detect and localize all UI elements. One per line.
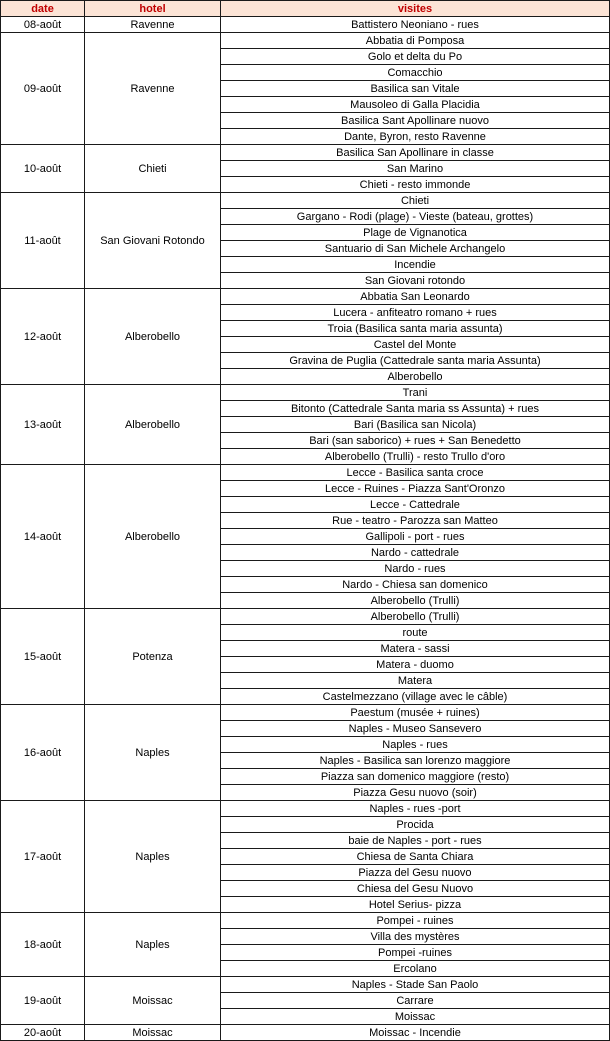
hotel-cell[interactable]: Alberobello [85, 289, 221, 385]
visit-cell[interactable]: Matera - sassi [221, 641, 610, 657]
visit-cell[interactable]: Trani [221, 385, 610, 401]
visit-cell[interactable]: Abbatia di Pomposa [221, 33, 610, 49]
visit-cell[interactable]: Plage de Vignanotica [221, 225, 610, 241]
table-row [1, 801, 610, 817]
visit-cell[interactable]: Battistero Neoniano - rues [221, 17, 610, 33]
table-row [1, 609, 610, 625]
visit-cell[interactable]: Gallipoli - port - rues [221, 529, 610, 545]
table-row [1, 289, 610, 305]
visit-cell[interactable]: Villa des mystères [221, 929, 610, 945]
date-cell[interactable]: 16-août [1, 705, 85, 801]
visit-cell[interactable]: Lecce - Cattedrale [221, 497, 610, 513]
table-row [1, 977, 610, 993]
visit-cell[interactable]: Naples - Museo Sansevero [221, 721, 610, 737]
visit-cell[interactable]: Basilica San Apollinare in classe [221, 145, 610, 161]
visit-cell[interactable]: Nardo - Chiesa san domenico [221, 577, 610, 593]
visit-cell[interactable]: Piazza del Gesu nuovo [221, 865, 610, 881]
hotel-cell[interactable]: Naples [85, 913, 221, 977]
visit-cell[interactable]: Naples - Stade San Paolo [221, 977, 610, 993]
table-row [1, 145, 610, 161]
visit-cell[interactable]: Nardo - cattedrale [221, 545, 610, 561]
visit-cell[interactable]: Gravina de Puglia (Cattedrale santa maria Assunta) [221, 353, 610, 369]
visit-cell[interactable]: Moissac - Incendie [221, 1025, 610, 1041]
visit-cell[interactable]: Procida [221, 817, 610, 833]
date-cell[interactable]: 11-août [1, 193, 85, 289]
visit-cell[interactable]: Bitonto (Cattedrale Santa maria ss Assunta) + rues [221, 401, 610, 417]
date-cell[interactable]: 18-août [1, 913, 85, 977]
date-cell[interactable]: 15-août [1, 609, 85, 705]
table-body [1, 17, 610, 1041]
date-cell[interactable]: 10-août [1, 145, 85, 193]
visit-cell[interactable]: Mausoleo di Galla Placidia [221, 97, 610, 113]
visit-cell[interactable]: Chieti - resto immonde [221, 177, 610, 193]
visit-cell[interactable]: Pompei - ruines [221, 913, 610, 929]
visit-cell[interactable]: Lecce - Basilica santa croce [221, 465, 610, 481]
date-cell[interactable]: 13-août [1, 385, 85, 465]
visit-cell[interactable]: Chiesa de Santa Chiara [221, 849, 610, 865]
visit-cell[interactable]: Nardo - rues [221, 561, 610, 577]
visit-cell[interactable]: Pompei -ruines [221, 945, 610, 961]
table-row [1, 33, 610, 49]
hotel-cell[interactable]: Naples [85, 801, 221, 913]
visit-cell[interactable]: Basilica Sant Apollinare nuovo [221, 113, 610, 129]
header-row [1, 1, 610, 17]
visit-cell[interactable]: Bari (san saborico) + rues + San Benedetto [221, 433, 610, 449]
table-row [1, 705, 610, 721]
visit-cell[interactable]: Naples - rues [221, 737, 610, 753]
date-cell[interactable]: 14-août [1, 465, 85, 609]
visit-cell[interactable]: Matera [221, 673, 610, 689]
table-row [1, 17, 610, 33]
visit-cell[interactable]: Moissac [221, 1009, 610, 1025]
table-row [1, 913, 610, 929]
visit-cell[interactable]: Castel del Monte [221, 337, 610, 353]
hotel-cell[interactable]: Ravenne [85, 33, 221, 145]
visit-cell[interactable]: Alberobello (Trulli) - resto Trullo d'oro [221, 449, 610, 465]
visit-cell[interactable]: Rue - teatro - Parozza san Matteo [221, 513, 610, 529]
hotel-cell[interactable]: Alberobello [85, 465, 221, 609]
visit-cell[interactable]: Incendie [221, 257, 610, 273]
visit-cell[interactable]: Ercolano [221, 961, 610, 977]
visit-cell[interactable]: Lecce - Ruines - Piazza Sant'Oronzo [221, 481, 610, 497]
date-cell[interactable]: 20-août [1, 1025, 85, 1041]
header-visits[interactable]: visites [221, 1, 610, 17]
hotel-cell[interactable]: Naples [85, 705, 221, 801]
visit-cell[interactable]: Bari (Basilica san Nicola) [221, 417, 610, 433]
visit-cell[interactable]: Alberobello [221, 369, 610, 385]
hotel-cell[interactable]: Potenza [85, 609, 221, 705]
visit-cell[interactable]: Alberobello (Trulli) [221, 593, 610, 609]
hotel-cell[interactable]: Chieti [85, 145, 221, 193]
visit-cell[interactable]: Dante, Byron, resto Ravenne [221, 129, 610, 145]
visit-cell[interactable]: Comacchio [221, 65, 610, 81]
date-cell[interactable]: 19-août [1, 977, 85, 1025]
visit-cell[interactable]: Santuario di San Michele Archangelo [221, 241, 610, 257]
visit-cell[interactable]: Naples - Basilica san lorenzo maggiore [221, 753, 610, 769]
visit-cell[interactable]: Alberobello (Trulli) [221, 609, 610, 625]
table-row [1, 385, 610, 401]
table-row [1, 1025, 610, 1041]
visit-cell[interactable]: baie de Naples - port - rues [221, 833, 610, 849]
date-cell[interactable]: 17-août [1, 801, 85, 913]
hotel-cell[interactable]: Alberobello [85, 385, 221, 465]
hotel-cell[interactable]: San Giovani Rotondo [85, 193, 221, 289]
visit-cell[interactable]: Naples - rues -port [221, 801, 610, 817]
table-row [1, 465, 610, 481]
visit-cell[interactable]: Basilica san Vitale [221, 81, 610, 97]
visit-cell[interactable]: Matera - duomo [221, 657, 610, 673]
date-cell[interactable]: 08-août [1, 17, 85, 33]
visit-cell[interactable]: San Marino [221, 161, 610, 177]
visit-cell[interactable]: Chieti [221, 193, 610, 209]
visit-cell[interactable]: Gargano - Rodi (plage) - Vieste (bateau, grottes) [221, 209, 610, 225]
visit-cell[interactable]: Piazza Gesu nuovo (soir) [221, 785, 610, 801]
visit-cell[interactable]: Chiesa del Gesu Nuovo [221, 881, 610, 897]
visit-cell[interactable]: Paestum (musée + ruines) [221, 705, 610, 721]
visit-cell[interactable]: route [221, 625, 610, 641]
visit-cell[interactable]: Piazza san domenico maggiore (resto) [221, 769, 610, 785]
hotel-cell[interactable]: Moissac [85, 1025, 221, 1041]
hotel-cell[interactable]: Moissac [85, 977, 221, 1025]
date-cell[interactable]: 12-août [1, 289, 85, 385]
hotel-cell[interactable]: Ravenne [85, 17, 221, 33]
visit-cell[interactable]: Lucera - anfiteatro romano + rues [221, 305, 610, 321]
table-row [1, 193, 610, 209]
visit-cell[interactable]: Carrare [221, 993, 610, 1009]
date-cell[interactable]: 09-août [1, 33, 85, 145]
visit-cell[interactable]: Golo et delta du Po [221, 49, 610, 65]
visit-cell[interactable]: San Giovani rotondo [221, 273, 610, 289]
header-date[interactable]: date [1, 1, 85, 17]
visit-cell[interactable]: Troia (Basilica santa maria assunta) [221, 321, 610, 337]
visit-cell[interactable]: Abbatia San Leonardo [221, 289, 610, 305]
header-hotel[interactable]: hotel [85, 1, 221, 17]
visit-cell[interactable]: Hotel Serius- pizza [221, 897, 610, 913]
visit-cell[interactable]: Castelmezzano (village avec le câble) [221, 689, 610, 705]
